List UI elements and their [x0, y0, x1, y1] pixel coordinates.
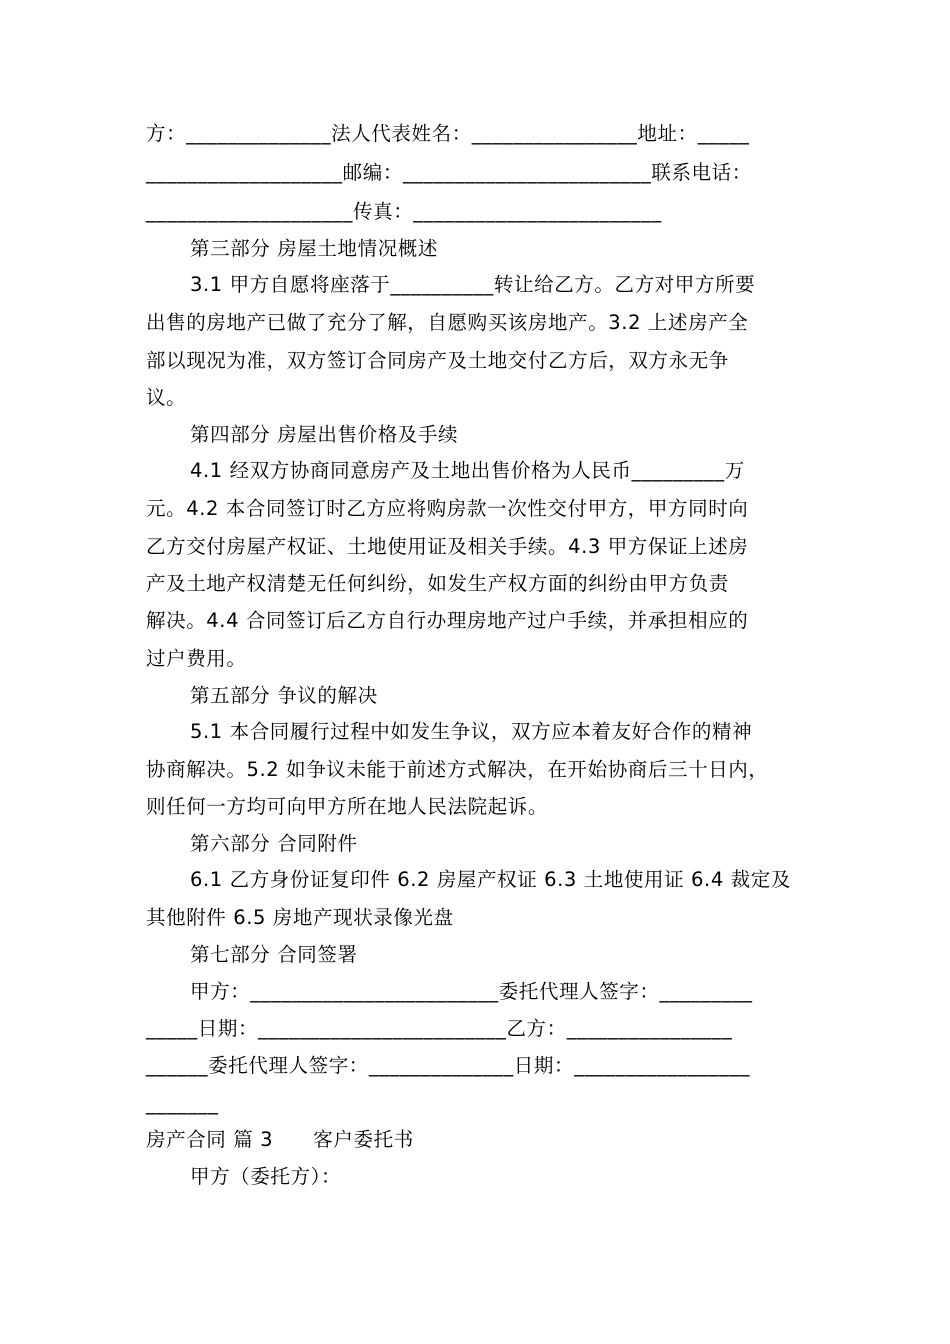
paragraph-line: 则任何一方均可向甲方所在地人民法院起诉。: [146, 795, 549, 818]
paragraph-line: 过户费用。: [146, 647, 247, 670]
section-heading-7: 第七部分 合同签署: [190, 943, 358, 966]
paragraph-line: 4.1 经双方协商同意房产及土地出售价格为人民币_________万: [190, 459, 745, 482]
paragraph-line: 其他附件 6.5 房地产现状录像光盘: [146, 906, 454, 929]
paragraph-line: 产及土地产权清楚无任何纠纷，如发生产权方面的纠纷由甲方负责: [146, 572, 729, 595]
signature-line: _______: [146, 1092, 219, 1115]
paragraph-line: 议。: [146, 386, 187, 409]
paragraph-line: 解决。4.4 合同签订后乙方自行办理房地产过户手续，并承担相应的: [146, 609, 749, 632]
section-heading-4: 第四部分 房屋出售价格及手续: [190, 423, 459, 446]
signature-line: 甲方：________________________委托代理人签字：_________: [190, 980, 753, 1003]
section-heading-3: 第三部分 房屋土地情况概述: [190, 237, 438, 260]
paragraph-line: 出售的房地产已做了充分了解，自愿购买该房地产。3.2 上述房产全: [146, 311, 749, 334]
party-info-line-1: 方：______________法人代表姓名：________________地址：_____: [146, 122, 750, 145]
paragraph-line: 乙方交付房屋产权证、土地使用证及相关手续。4.3 甲方保证上述房: [146, 535, 749, 558]
party-a-label: 甲方（委托方）：: [190, 1165, 342, 1188]
party-info-line-3: ____________________传真：________________________: [146, 200, 662, 223]
signature-line: ______委托代理人签字：______________日期：_________________: [146, 1054, 751, 1077]
paragraph-line: 5.1 本合同履行过程中如发生争议，双方应本着友好合作的精神: [190, 720, 753, 743]
paragraph-line: 元。4.2 本合同签订时乙方应将购房款一次性交付甲方，甲方同时向: [146, 497, 749, 520]
section-heading-6: 第六部分 合同附件: [190, 832, 358, 855]
paragraph-line: 协商解决。5.2 如争议未能于前述方式解决，在开始协商后三十日内，: [146, 758, 769, 781]
signature-line: _____日期：________________________乙方：________________: [146, 1017, 733, 1040]
paragraph-line: 6.1 乙方身份证复印件 6.2 房屋产权证 6.3 土地使用证 6.4 裁定及: [190, 868, 791, 891]
party-info-line-2: ___________________邮编：________________________联系电话：: [146, 161, 752, 184]
section-heading-5: 第五部分 争议的解决: [190, 684, 378, 707]
document-title: 房产合同 篇 3 客户委托书: [146, 1128, 414, 1151]
paragraph-line: 部以现况为准，双方签订合同房产及土地交付乙方后，双方永无争: [146, 349, 729, 372]
paragraph-line: 3.1 甲方自愿将座落于__________转让给乙方。乙方对甲方所要: [190, 273, 756, 296]
